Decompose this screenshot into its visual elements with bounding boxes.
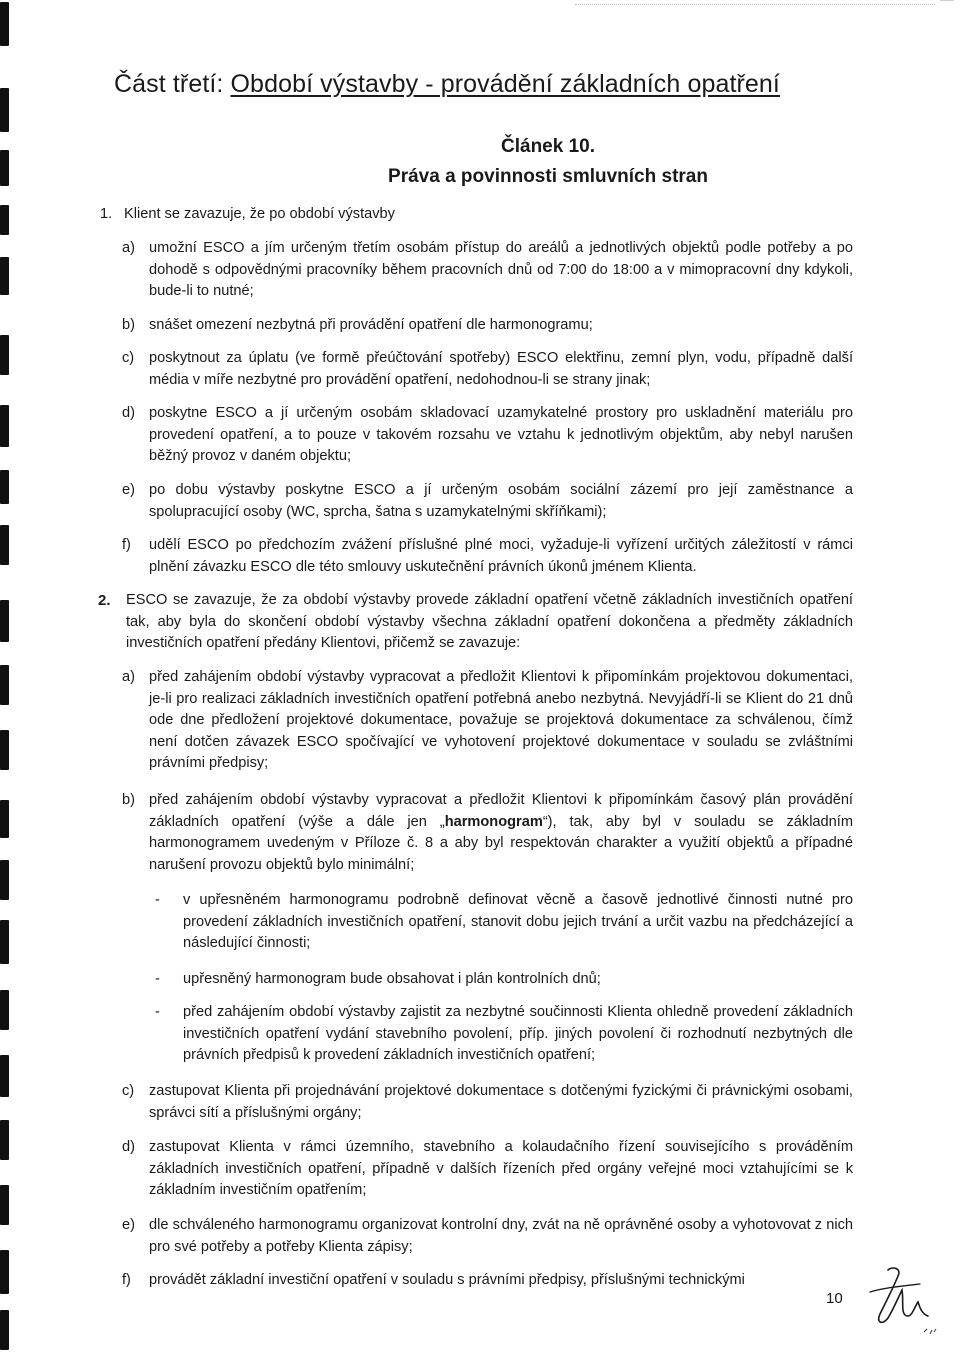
clause-2b-text: před zahájením období výstavby vypracovat a předložit Klientovi k připomínkám časový plán provádění základních opatření (výše a dále jen „ [149,792,853,830]
article-number: Článek 10. [501,136,595,157]
item-label: b) [122,792,135,808]
clause-1a: umožní ESCO a jím určeným třetím osobám přístup do areálů a jednotlivých objektů podle potřeby a po dohodě s odpovědnými pracovníky během pracovních dnů od 7:00 do 18:00 a v mimopracovní dny kdykoli, bude-li to nutné; [149,240,853,299]
clause-1b: snášet omezení nezbytná při provádění opatření dle harmonogramu; [149,317,593,333]
item-label: c) [122,350,135,366]
dash-item: upřesněný harmonogram bude obsahovat i plán kontrolních dnů; [183,971,601,987]
item-label: e) [122,482,135,498]
item-label: b) [122,317,135,333]
item-label: f) [122,1272,131,1288]
clause-1c: poskytnout za úplatu (ve formě přeúčtování spotřeby) ESCO elektřinu, zemní plyn, vodu, případně další média v míře nezbytné pro provádění opatření, nedohodnou-li se strany jinak; [149,350,853,388]
clause-1e: po dobu výstavby poskytne ESCO a jí určeným osobám sociální zázemí pro její zaměstnance a spolupracující osoby (WC, sprcha, šatna s uzamykatelnými skříňkami); [149,482,853,520]
item-label: a) [122,240,135,256]
section-2-number: 2. [98,592,111,609]
section-1-number: 1. [100,206,113,222]
article-heading: Práva a povinnosti smluvních stran [388,166,708,187]
item-label: e) [122,1217,135,1233]
clause-2f: provádět základní investiční opatření v souladu s právními předpisy, příslušnými technickými [149,1272,745,1288]
clause-2b [149,790,853,876]
page-number: 10 [826,1290,843,1307]
item-label: a) [122,669,135,685]
scan-binding-marks [0,0,16,1354]
clause-1f: udělí ESCO po předchozím zvážení příslušné plné moci, vyžaduje-li vyřízení určitých záležitostí v rámci plnění závazku ESCO dle této smlouvy uskutečnění právních úkonů jménem Klienta. [149,537,853,575]
part-title-underlined: Období výstavby - provádění základních opatření [230,70,780,98]
clause-2a: před zahájením období výstavby vypracovat a předložit Klientovi k připomínkám projektovou dokumentaci, je-li pro realizaci základních investičních opatření potřebná anebo nezbytná. Nevyjádří-li se Klient do 21 dnů ode dne předložení projektové dokumentace, považuje se projektová dokumentace za schválenou, čímž není dotčen závazek ESCO spočívající ve vyhotovení projektové dokumentace v souladu se zvláštními právními předpisy; [149,669,853,771]
section-2-intro: ESCO se zavazuje, že za období výstavby provede základní opatření včetně základních investičních opatření tak, aby byla do skončení období výstavby všechna základní opatření dokončena a předměty základních investičních opatření předány Klientovi, přičemž se zavazuje: [126,592,853,651]
scan-artifact [575,4,935,7]
item-label: c) [122,1083,135,1099]
bullet-dash: - [155,892,160,908]
item-label: d) [122,1139,135,1155]
bullet-dash: - [155,971,160,987]
clause-2b-text: “), tak, aby byl v souladu se základním harmonogramem uvedeným v Příloze č. 8 a aby byl respektován charakter a využití objektů a případné narušení provozu objektů bylo minimální; [149,813,853,873]
section-1-intro: Klient se zavazuje, že po období výstavby [124,206,395,222]
clause-2d: zastupovat Klienta v rámci územního, stavebního a kolaudačního řízení souvisejícího s prováděním základních investičních opatření, případně v dalších řízeních před orgány veřejné moci vztahujícími se k základním investičním opatřením; [149,1139,853,1198]
part-title-prefix: Část třetí: [114,70,231,98]
clause-2c: zastupovat Klienta při projednávání projektové dokumentace s dotčenými fyzickými či právnickými osobami, správci sítí a příslušnými orgány; [149,1083,853,1121]
scan-artifact [940,0,954,3]
dash-item: v upřesněném harmonogramu podrobně definovat věcně a časově jednotlivé činnosti nutné pro provedení základních investičních opatření, stanovit dobu jejich trvání a určit vazbu na předcházející a následující činnosti; [183,892,853,951]
clause-2e: dle schváleného harmonogramu organizovat kontrolní dny, zvát na ně oprávněné osoby a vyhotovovat z nich pro své potřeby a potřeby Klienta zápisy; [149,1217,853,1255]
part-title [114,70,780,99]
clause-1d: poskytne ESCO a jí určeným osobám skladovací uzamykatelné prostory pro uskladnění materiálu pro provedení opatření, a to pouze v takovém rozsahu ve vztahu k jednotlivým objektům, aby nebyl narušen běžný provoz v daném objektu; [149,405,853,464]
dash-item: před zahájením období výstavby zajistit za nezbytné součinnosti Klienta ohledně provedení základních investičních opatření vydání stavebního povolení, příp. jiných povolení či rozhodnutí nezbytných dle právních předpisů k provedení základních investičních opatření; [183,1004,853,1063]
item-label: d) [122,405,135,421]
item-label: f) [122,537,131,553]
signature-initials [862,1262,940,1344]
bullet-dash: - [155,1004,160,1020]
defined-term: harmonogram [444,813,543,830]
